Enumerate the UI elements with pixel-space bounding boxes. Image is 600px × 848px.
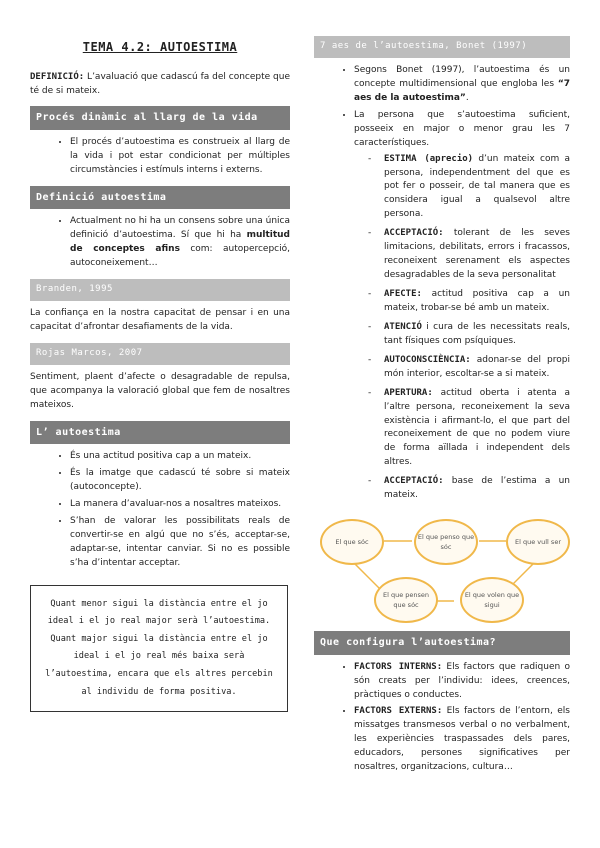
section-heading-configura: Que configura l’autoestima? xyxy=(314,631,570,655)
list-item: • La manera d’avaluar-nos a nosaltres mateixos. xyxy=(70,498,290,512)
factor-text: Els factors que radiquen o són creats per l’individu: idees, creences, pràctiques o conductes. xyxy=(354,661,570,700)
section-heading-rojas: Rojas Marcos, 2007 xyxy=(30,343,290,365)
aes-label: ATENCIÓ xyxy=(384,321,422,332)
aes-text: adonar-se del propi món interior, escoltar-se a si mateix. xyxy=(384,354,570,379)
text-segment: La persona que s’autoestima suficient, posseeix en major o menor grau les 7 característiques. xyxy=(354,109,570,148)
aes-label: APERTURA: xyxy=(384,387,433,398)
text-segment: Actualment no hi ha un consens sobre una única definició d’autoestima. Sí que hi ha xyxy=(70,216,290,241)
rojas-text: Sentiment, plaent d’afecte o desagradable de repulsa, que acompanya la valoració global que fem de nosaltres mateixos. xyxy=(30,371,290,410)
quote-box: Quant menor sigui la distància entre el jo ideal i el jo real major serà l’autoestima. Quant major sigui la distància entre el jo ideal i el jo real més baixa serà l’autoestima, encara que els altres percebin al individu de forma positiva. xyxy=(30,585,288,713)
diagram-bubble: El que sóc xyxy=(320,519,384,565)
list-item xyxy=(368,288,570,316)
branden-text: La confiança en la nostra capacitat de pensar i en una capacitat d’afrontar desafiaments de la vida. xyxy=(30,307,290,332)
autoestima-list xyxy=(30,450,290,571)
self-image-diagram xyxy=(314,513,570,623)
aes-text: actitud oberta i atenta a l’altre persona, reconeixement la seva existència i afirmant-lo, el que part del reconeixement de que no podem viure de forma aïllada i independent dels altres. xyxy=(384,387,570,468)
definition-label: DEFINICIÓ: xyxy=(30,71,85,82)
list-item: • El procés d’autoestima es construeix al llarg de la vida i pot estar condicionat per múltiples circumstàncies i estímuls interns i externs. xyxy=(70,136,290,178)
bold-text: “7 aes de la autoestima” xyxy=(354,78,570,103)
diagram-bubble: El que volen que sigui xyxy=(460,577,524,623)
text-segment: Segons Bonet (1997), l’autoestima és un concepte multidimensional que engloba les xyxy=(354,64,570,89)
aes-label: AUTOCONSCIÈNCIA: xyxy=(384,354,471,365)
list-item xyxy=(368,354,570,382)
aes-label: AFECTE: xyxy=(384,289,422,299)
list-item xyxy=(354,661,570,703)
section-heading-7-aes: 7 aes de l’autoestima, Bonet (1997) xyxy=(314,36,570,58)
section-heading-branden: Branden, 1995 xyxy=(30,279,290,301)
text-segment: . xyxy=(465,92,469,103)
aes-label: ESTIMA (aprecio) xyxy=(384,153,474,164)
diagram-bubble: El que penso que sóc xyxy=(414,519,478,565)
diagram-bubble: El que vull ser xyxy=(506,519,570,565)
list-item xyxy=(70,215,290,271)
factors-list xyxy=(314,661,570,776)
aes-text: d’un mateix com a persona, independentment del que es pot fer o posseir, de tal manera que es considera igual a qualsevol altre persona. xyxy=(384,153,570,220)
right-column xyxy=(314,34,570,781)
proces-list xyxy=(30,136,290,178)
aes-text: tolerant de les seves limitacions, debilitats, errors i fracassos, reconeixent serenament els aspectes desagradables de la seva personalitat xyxy=(384,228,570,281)
list-item xyxy=(368,387,570,471)
aes-text: i cura de les necessitats reals, tant físiques com psíquiques. xyxy=(384,321,570,346)
list-item xyxy=(368,321,570,349)
list-item xyxy=(354,64,570,106)
list-item xyxy=(368,153,570,223)
list-item xyxy=(368,475,570,503)
factor-label: FACTORS EXTERNS: xyxy=(354,706,443,717)
section-heading-proces: Procés dinàmic al llarg de la vida xyxy=(30,106,290,130)
aes-intro-list xyxy=(314,64,570,503)
list-item xyxy=(368,227,570,283)
definition-text: L’avaluació que cadascú fa del concepte que té de si mateix. xyxy=(30,71,290,96)
section-heading-autoestima: L’ autoestima xyxy=(30,421,290,445)
factor-text: Els factors de l’entorn, els missatges transmesos verbal o no verbalment, les experiències traspassades dels pares, educadors, persones significatives per nosaltres, organitzacions, cultura… xyxy=(354,706,570,773)
aes-text: base de l’estima a un mateix. xyxy=(384,476,570,501)
list-item: • És una actitud positiva cap a un mateix. xyxy=(70,450,290,464)
page-title: TEMA 4.2: AUTOESTIMA xyxy=(82,40,238,54)
left-column xyxy=(30,30,290,712)
list-item xyxy=(354,109,570,503)
text-segment: com: autopercepció, autoconeixement… xyxy=(70,244,290,269)
diagram-bubble: El que pensen que sóc xyxy=(374,577,438,623)
definicio-list xyxy=(30,215,290,271)
bold-text: multitud de conceptes afins xyxy=(70,230,290,255)
aes-label: ACCEPTACIÓ: xyxy=(384,228,444,239)
list-item xyxy=(354,705,570,775)
aes-text: actitud positiva cap a un mateix, trobar-se bé amb un mateix. xyxy=(384,289,570,313)
list-item: • S’han de valorar les possibilitats reals de convertir-se en algú que no s’és, acceptar-se, adaptar-se, intentar canviar. Si no es possible s’ha d’intentar acceptar. xyxy=(70,515,290,571)
aes-sublist xyxy=(354,153,570,504)
aes-label: ACCEPTACIÓ: xyxy=(384,476,444,487)
section-heading-definicio: Definició autoestima xyxy=(30,186,290,210)
factor-label: FACTORS INTERNS: xyxy=(354,661,443,672)
definition-paragraph xyxy=(30,71,290,99)
list-item: • És la imatge que cadascú té sobre si mateix (autoconcepte). xyxy=(70,467,290,495)
